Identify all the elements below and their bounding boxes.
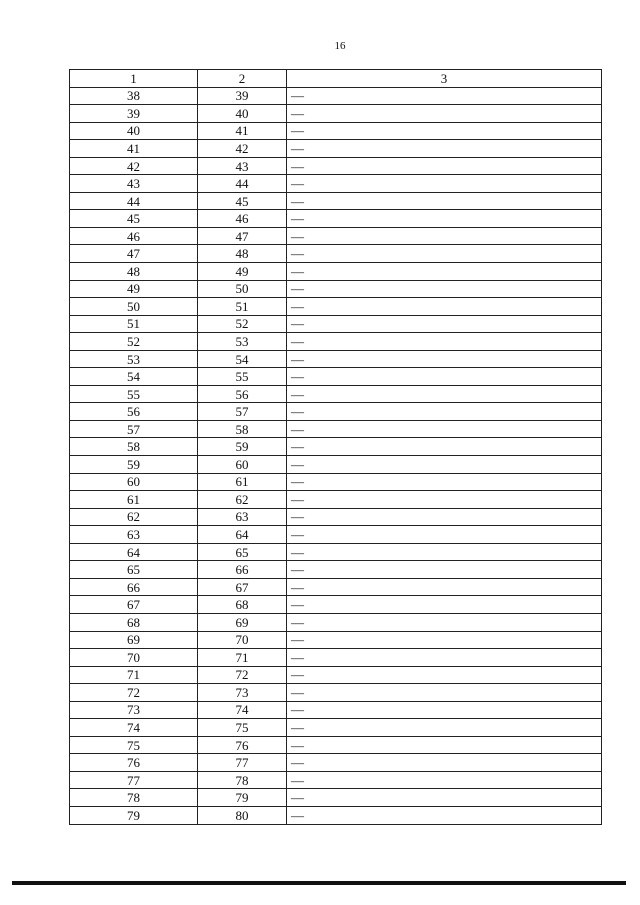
cell-col-1: 78	[70, 789, 198, 807]
cell-col-2: 43	[198, 157, 287, 175]
cell-col-1: 41	[70, 140, 198, 158]
cell-col-1: 56	[70, 403, 198, 421]
table-row	[70, 210, 602, 228]
cell-col-3: —	[287, 315, 602, 333]
cell-col-1: 38	[70, 87, 198, 105]
cell-col-1: 40	[70, 122, 198, 140]
cell-col-3: —	[287, 122, 602, 140]
cell-col-3: —	[287, 508, 602, 526]
table-row	[70, 175, 602, 193]
table-row	[70, 438, 602, 456]
document-table	[69, 69, 602, 825]
cell-col-1: 74	[70, 719, 198, 737]
cell-col-2: 57	[198, 403, 287, 421]
cell-col-1: 51	[70, 315, 198, 333]
column-header-2: 2	[198, 70, 287, 88]
table-row	[70, 771, 602, 789]
table-row	[70, 631, 602, 649]
cell-col-1: 52	[70, 333, 198, 351]
cell-col-2: 50	[198, 280, 287, 298]
cell-col-3: —	[287, 666, 602, 684]
cell-col-2: 51	[198, 298, 287, 316]
table-row	[70, 157, 602, 175]
cell-col-1: 53	[70, 350, 198, 368]
cell-col-2: 75	[198, 719, 287, 737]
cell-col-1: 50	[70, 298, 198, 316]
cell-col-1: 73	[70, 701, 198, 719]
cell-col-3: —	[287, 87, 602, 105]
cell-col-3: —	[287, 789, 602, 807]
cell-col-3: —	[287, 175, 602, 193]
table-row	[70, 333, 602, 351]
cell-col-1: 75	[70, 736, 198, 754]
cell-col-2: 55	[198, 368, 287, 386]
cell-col-1: 48	[70, 263, 198, 281]
table-row	[70, 649, 602, 667]
cell-col-2: 58	[198, 420, 287, 438]
cell-col-2: 61	[198, 473, 287, 491]
table-row	[70, 420, 602, 438]
cell-col-1: 68	[70, 613, 198, 631]
cell-col-3: —	[287, 754, 602, 772]
table-row	[70, 684, 602, 702]
table-row	[70, 736, 602, 754]
table-row	[70, 666, 602, 684]
cell-col-3: —	[287, 245, 602, 263]
cell-col-2: 46	[198, 210, 287, 228]
cell-col-2: 41	[198, 122, 287, 140]
cell-col-3: —	[287, 771, 602, 789]
cell-col-2: 72	[198, 666, 287, 684]
cell-col-1: 79	[70, 806, 198, 824]
cell-col-2: 68	[198, 596, 287, 614]
cell-col-1: 61	[70, 491, 198, 509]
cell-col-3: —	[287, 298, 602, 316]
table-row	[70, 385, 602, 403]
table-body	[70, 87, 602, 824]
cell-col-1: 65	[70, 561, 198, 579]
cell-col-2: 80	[198, 806, 287, 824]
cell-col-3: —	[287, 456, 602, 474]
cell-col-1: 72	[70, 684, 198, 702]
column-header-1: 1	[70, 70, 198, 88]
cell-col-2: 71	[198, 649, 287, 667]
cell-col-3: —	[287, 631, 602, 649]
cell-col-2: 79	[198, 789, 287, 807]
cell-col-3: —	[287, 473, 602, 491]
cell-col-3: —	[287, 227, 602, 245]
cell-col-2: 70	[198, 631, 287, 649]
cell-col-3: —	[287, 596, 602, 614]
table-row	[70, 561, 602, 579]
table-row	[70, 754, 602, 772]
cell-col-1: 59	[70, 456, 198, 474]
cell-col-2: 54	[198, 350, 287, 368]
cell-col-1: 60	[70, 473, 198, 491]
cell-col-1: 47	[70, 245, 198, 263]
cell-col-2: 67	[198, 578, 287, 596]
cell-col-2: 69	[198, 613, 287, 631]
table-row	[70, 526, 602, 544]
table-row	[70, 543, 602, 561]
cell-col-3: —	[287, 736, 602, 754]
cell-col-1: 62	[70, 508, 198, 526]
table-row	[70, 298, 602, 316]
cell-col-2: 64	[198, 526, 287, 544]
table-row	[70, 596, 602, 614]
cell-col-2: 39	[198, 87, 287, 105]
table-row	[70, 789, 602, 807]
cell-col-3: —	[287, 543, 602, 561]
cell-col-3: —	[287, 263, 602, 281]
column-header-3: 3	[287, 70, 602, 88]
cell-col-2: 60	[198, 456, 287, 474]
table-row	[70, 350, 602, 368]
cell-col-2: 59	[198, 438, 287, 456]
cell-col-1: 43	[70, 175, 198, 193]
cell-col-3: —	[287, 280, 602, 298]
table-row	[70, 368, 602, 386]
cell-col-3: —	[287, 578, 602, 596]
cell-col-3: —	[287, 385, 602, 403]
table-row	[70, 806, 602, 824]
cell-col-1: 54	[70, 368, 198, 386]
cell-col-3: —	[287, 350, 602, 368]
table-row	[70, 613, 602, 631]
table-row	[70, 508, 602, 526]
cell-col-1: 45	[70, 210, 198, 228]
cell-col-1: 42	[70, 157, 198, 175]
cell-col-3: —	[287, 684, 602, 702]
cell-col-3: —	[287, 561, 602, 579]
cell-col-1: 39	[70, 105, 198, 123]
table-row	[70, 701, 602, 719]
table-row	[70, 280, 602, 298]
cell-col-1: 76	[70, 754, 198, 772]
cell-col-2: 63	[198, 508, 287, 526]
cell-col-3: —	[287, 192, 602, 210]
table-row	[70, 491, 602, 509]
cell-col-2: 49	[198, 263, 287, 281]
cell-col-3: —	[287, 806, 602, 824]
cell-col-1: 58	[70, 438, 198, 456]
cell-col-1: 67	[70, 596, 198, 614]
cell-col-3: —	[287, 491, 602, 509]
cell-col-2: 78	[198, 771, 287, 789]
cell-col-2: 62	[198, 491, 287, 509]
page-number: 16	[334, 40, 346, 52]
table-row	[70, 140, 602, 158]
cell-col-1: 46	[70, 227, 198, 245]
table-row	[70, 578, 602, 596]
cell-col-1: 71	[70, 666, 198, 684]
cell-col-1: 57	[70, 420, 198, 438]
cell-col-3: —	[287, 613, 602, 631]
cell-col-2: 56	[198, 385, 287, 403]
table-row	[70, 227, 602, 245]
cell-col-2: 47	[198, 227, 287, 245]
cell-col-2: 73	[198, 684, 287, 702]
cell-col-1: 69	[70, 631, 198, 649]
table-row	[70, 719, 602, 737]
table-row	[70, 192, 602, 210]
cell-col-2: 66	[198, 561, 287, 579]
cell-col-2: 65	[198, 543, 287, 561]
cell-col-3: —	[287, 649, 602, 667]
cell-col-3: —	[287, 701, 602, 719]
cell-col-1: 70	[70, 649, 198, 667]
table-row	[70, 245, 602, 263]
cell-col-3: —	[287, 368, 602, 386]
table-row	[70, 456, 602, 474]
cell-col-2: 48	[198, 245, 287, 263]
cell-col-3: —	[287, 420, 602, 438]
cell-col-1: 44	[70, 192, 198, 210]
cell-col-2: 77	[198, 754, 287, 772]
cell-col-3: —	[287, 210, 602, 228]
table-row	[70, 315, 602, 333]
table-row	[70, 473, 602, 491]
table-row	[70, 403, 602, 421]
cell-col-2: 45	[198, 192, 287, 210]
table-row	[70, 87, 602, 105]
cell-col-1: 64	[70, 543, 198, 561]
table-header-row	[70, 70, 602, 88]
cell-col-3: —	[287, 105, 602, 123]
cell-col-3: —	[287, 719, 602, 737]
cell-col-3: —	[287, 157, 602, 175]
table-row	[70, 105, 602, 123]
cell-col-3: —	[287, 526, 602, 544]
table-row	[70, 263, 602, 281]
cell-col-3: —	[287, 438, 602, 456]
cell-col-2: 42	[198, 140, 287, 158]
cell-col-2: 76	[198, 736, 287, 754]
cell-col-1: 77	[70, 771, 198, 789]
cell-col-1: 63	[70, 526, 198, 544]
cell-col-2: 53	[198, 333, 287, 351]
cell-col-1: 55	[70, 385, 198, 403]
cell-col-2: 40	[198, 105, 287, 123]
cell-col-3: —	[287, 333, 602, 351]
cell-col-1: 49	[70, 280, 198, 298]
table-row	[70, 122, 602, 140]
cell-col-1: 66	[70, 578, 198, 596]
cell-col-2: 52	[198, 315, 287, 333]
cell-col-2: 44	[198, 175, 287, 193]
cell-col-3: —	[287, 140, 602, 158]
cell-col-2: 74	[198, 701, 287, 719]
cell-col-3: —	[287, 403, 602, 421]
footer-rule	[12, 881, 626, 885]
